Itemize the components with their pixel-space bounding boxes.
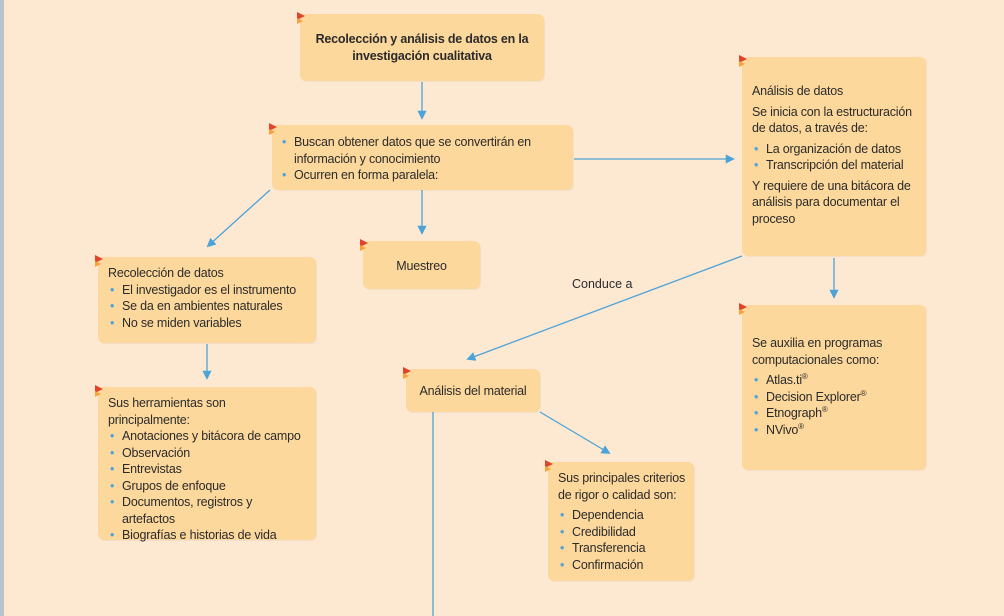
arrow-analisis-datos-to-analisis-material [468, 256, 742, 359]
list-item: • Entrevistas [108, 461, 306, 478]
arrow-buscan-to-recoleccion [208, 190, 270, 246]
corner-marker-icon [403, 367, 411, 379]
criterios-box [548, 462, 694, 581]
box-title: Recolección de datos [108, 266, 224, 280]
herramientas-box [98, 387, 316, 540]
box-title: Se auxilia en programas computacionales como: [752, 336, 883, 367]
list-item: • Confirmación [558, 557, 688, 574]
list-item: • Observación [108, 445, 306, 462]
program-name: Decision Explorer [766, 389, 861, 404]
analisis-datos-box [742, 57, 926, 256]
outro-text: Y requiere de una bitácora de análisis para documentar el proceso [752, 178, 911, 226]
program-name: Atlas.ti [766, 373, 802, 387]
list-item: • Transferencia [558, 540, 688, 557]
corner-marker-icon [739, 55, 747, 67]
arrow-analisis-material-to-criterios [540, 412, 609, 453]
list-item [752, 372, 918, 389]
corner-marker-icon [739, 303, 747, 315]
corner-marker-icon [297, 12, 305, 24]
recoleccion-box [98, 257, 316, 343]
program-name: NVivo [766, 422, 799, 437]
registered-mark: ® [798, 421, 804, 431]
program-name: Etnograph [766, 406, 822, 420]
box-title: Sus herramientas son principalmente: [108, 396, 226, 427]
buscan-box [272, 125, 573, 190]
title-box [300, 14, 544, 81]
analisis-material-text: Análisis del material [419, 384, 527, 398]
list-item: • Ocurren en forma paralela: [280, 167, 565, 184]
list-item: • Grupos de enfoque [108, 478, 306, 495]
corner-marker-icon [95, 385, 103, 397]
registered-mark: ® [821, 404, 828, 414]
list-item: • El investigador es el instrumento [108, 282, 306, 299]
list-item: • La organización de datos [752, 141, 918, 158]
list-item [752, 405, 918, 422]
registered-mark: ® [801, 371, 808, 381]
corner-marker-icon [360, 239, 368, 251]
corner-marker-icon [269, 123, 277, 135]
conduce-label: Conduce a [572, 277, 633, 291]
list-item: • Transcripción del material [752, 157, 918, 174]
box-title: Análisis de datos [752, 84, 844, 98]
list-item: • Biografías e historias de vida [108, 527, 306, 544]
list-item: • Credibilidad [558, 524, 688, 541]
list-item: • Documentos, registros y artefactos [108, 494, 306, 527]
list-item [752, 422, 918, 439]
muestreo-text: Muestreo [396, 259, 447, 273]
list-item: • Se da en ambientes naturales [108, 298, 306, 315]
box-title: Sus principales criterios de rigor o calidad son: [558, 471, 685, 502]
list-item: • Dependencia [558, 507, 688, 524]
programas-box [742, 305, 926, 470]
corner-marker-icon [95, 255, 103, 267]
intro-text: Se inicia con la estructuración de datos, a través de: [752, 104, 912, 135]
corner-marker-icon [545, 460, 553, 472]
muestreo-box [363, 241, 480, 289]
list-item: • Buscan obtener datos que se convertirán en información y conocimiento [280, 134, 565, 167]
title-text: Recolección y análisis de datos en la investigación cualitativa [315, 32, 529, 63]
list-item: • Anotaciones y bitácora de campo [108, 428, 306, 445]
analisis-material-box [406, 369, 540, 412]
registered-mark: ® [860, 388, 867, 398]
list-item [752, 389, 918, 406]
list-item: • No se miden variables [108, 315, 306, 332]
